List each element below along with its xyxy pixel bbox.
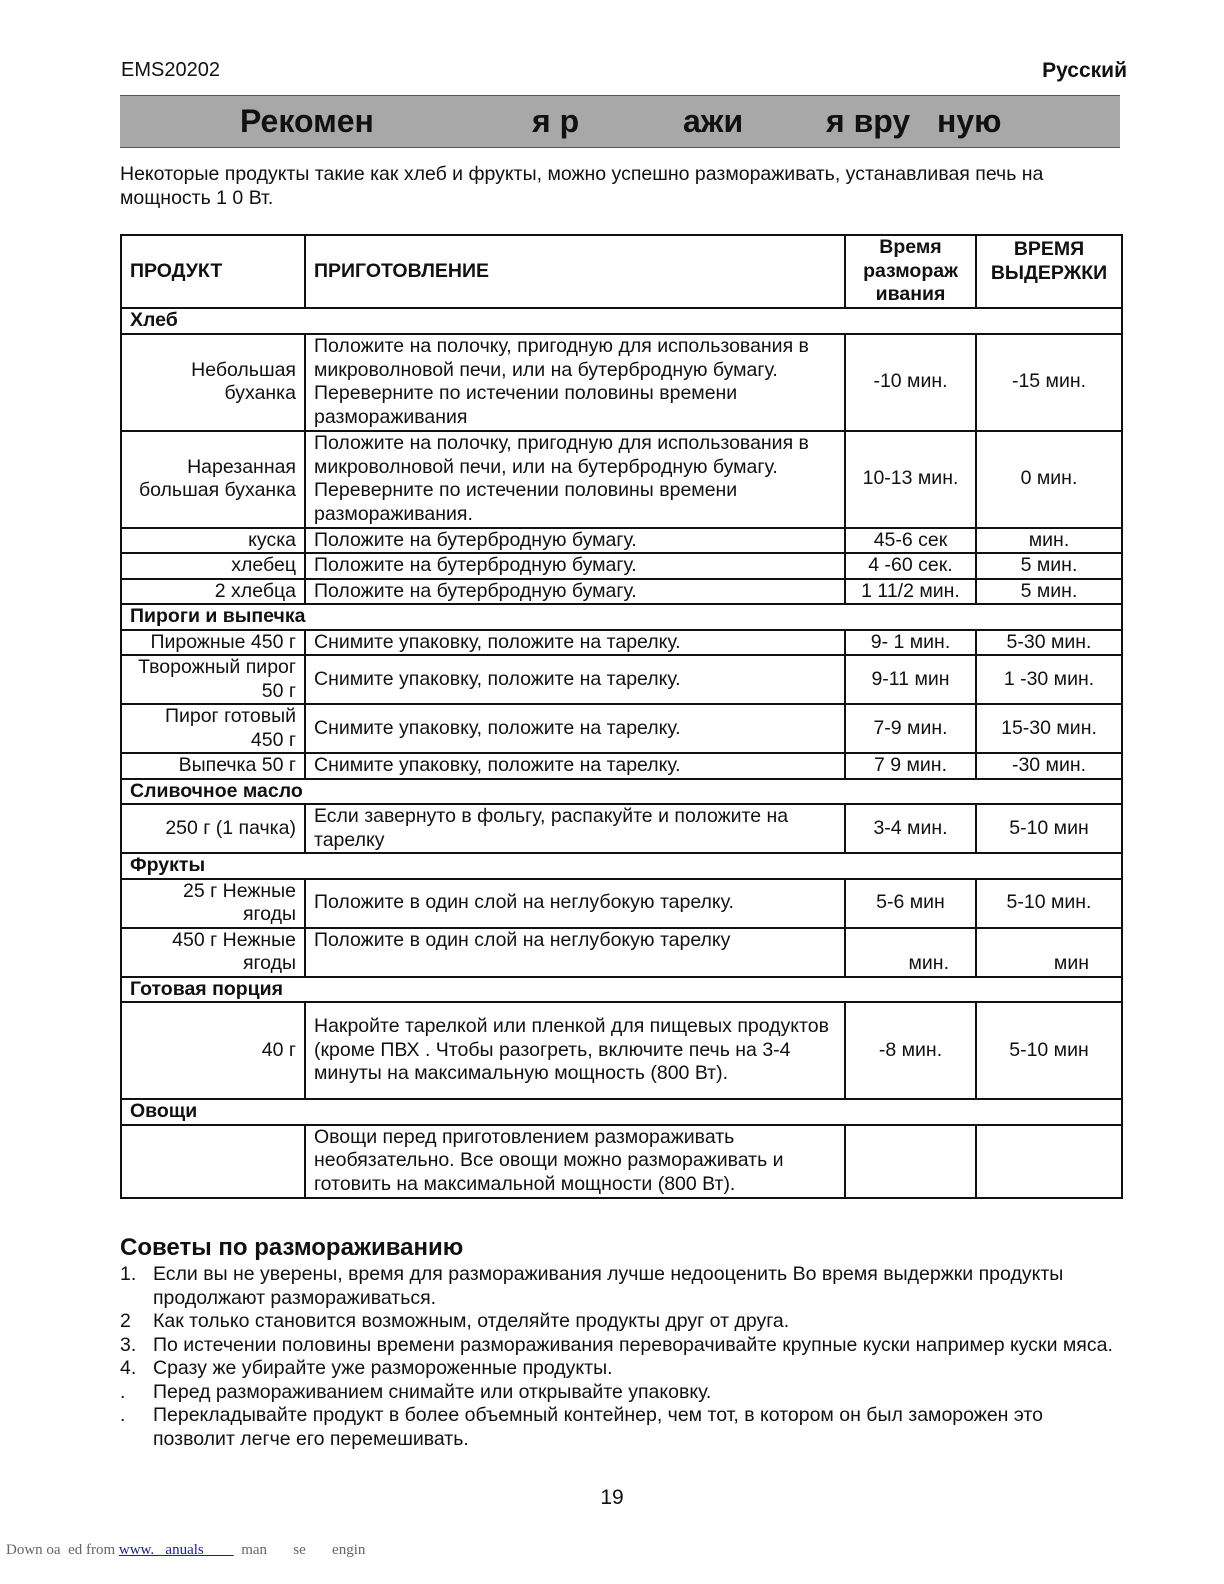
tip-number: 4. [120,1357,137,1379]
category-row [121,604,1122,630]
title-part: ную [937,103,1002,139]
category-row [121,977,1122,1003]
tip-text: Если вы не уверены, время для размораживания лучше недооценить Во время выдержки продукты продолжают размораживаться. [153,1263,1064,1309]
standing-cell: 5-10 мин [976,804,1122,853]
standing-cell: мин [976,928,1122,977]
product-cell: Пирожные 450 г [121,630,305,656]
defrost-cell: 4 -60 сек. [845,553,976,579]
preparation-cell: Положите в один слой на неглубокую тарелку [305,928,845,977]
standing-cell: 5-30 мин. [976,630,1122,656]
preparation-cell: Положите в один слой на неглубокую тарелку. [305,879,845,928]
preparation-cell: Накройте тарелкой или пленкой для пищевых продуктов (кроме ПВХ . Чтобы разогреть, включите печь на 3-4 минуты на максимальную мощность (800 Вт). [305,1002,845,1099]
download-footer [6,1542,365,1559]
title-part: я вру [826,103,911,139]
defrost-cell: 9-11 мин [845,655,976,704]
defrost-cell: 7 9 мин. [845,753,976,779]
table-row [121,630,1122,656]
product-cell: хлебец [121,553,305,579]
standing-cell: -30 мин. [976,753,1122,779]
table-row [121,1002,1122,1099]
preparation-cell: Овощи перед приготовлением размораживать необязательно. Все овощи можно размораживать и готовить на максимальной мощности (800 Вт). [305,1125,845,1198]
preparation-cell: Снимите упаковку, положите на тарелку. [305,704,845,753]
product-cell: Выпечка 50 г [121,753,305,779]
tip-text: Как только становится возможным, отделяйте продукты друг от друга. [153,1310,790,1332]
category-pies: Пироги и выпечка [121,604,1122,630]
footer-suffix: man se engin [233,1542,366,1558]
title-part: ажи [683,103,744,139]
standing-cell: 0 мин. [976,431,1122,528]
preparation-cell: Если завернуто в фольгу, распакуйте и положите на тарелку [305,804,845,853]
defrost-cell: 10-13 мин. [845,431,976,528]
table-row [121,704,1122,753]
table-row [121,928,1122,977]
list-item [120,1334,1120,1358]
model-number: EMS20202 [121,59,220,81]
product-cell [121,1125,305,1198]
tip-text: По истечении половины времени размораживания переворачивайте крупные куски например куски мяса. [153,1333,1113,1356]
tip-text: Сразу же убирайте уже размороженные продукты. [153,1357,613,1379]
defrost-cell: 3-4 мин. [845,804,976,853]
product-cell: Творожный пирог 50 г [121,655,305,704]
table-row [121,528,1122,554]
standing-cell: 5 мин. [976,579,1122,605]
table-row [121,879,1122,928]
tips-heading: Советы по размораживанию [120,1234,464,1261]
list-item [120,1263,1120,1310]
defrost-cell: 1 11/2 мин. [845,579,976,605]
table-row [121,1125,1122,1198]
category-ready-portion: Готовая порция [121,977,1122,1003]
preparation-cell: Положите на бутербродную бумагу. [305,528,845,554]
product-cell: куска [121,528,305,554]
header-preparation: ПРИГОТОВЛЕНИЕ [305,235,845,308]
standing-cell [976,1125,1122,1198]
category-vegetables: Овощи [121,1099,1122,1125]
table-row [121,431,1122,528]
intro-text: Некоторые продукты такие как хлеб и фрукты, можно успешно размораживать, устанавливая печь на мощность 1 0 Вт. [120,163,1044,209]
defrost-table [120,234,1123,1199]
category-fruits: Фрукты [121,853,1122,879]
preparation-cell: Снимите упаковку, положите на тарелку. [305,753,845,779]
category-row [121,308,1122,334]
tip-number: 1. [120,1263,137,1285]
defrost-cell: 45-6 сек [845,528,976,554]
tip-number: 2 [120,1310,131,1332]
category-bread: Хлеб [121,308,1122,334]
standing-cell: 5-10 мин. [976,879,1122,928]
category-row [121,853,1122,879]
preparation-cell: Положите на полочку, пригодную для использования в микроволновой печи, или на бутербродную бумагу. Переверните по истечении половины времени размораживания [305,334,845,431]
tip-number: . [120,1404,126,1426]
standing-cell: мин. [976,528,1122,554]
category-butter: Сливочное масло [121,779,1122,805]
table-row [121,334,1122,431]
standing-cell: 5-10 мин [976,1002,1122,1099]
header-standing-time: ВРЕМЯ ВЫДЕРЖКИ [976,235,1122,308]
category-row [121,779,1122,805]
language-label: Русский [1042,59,1127,82]
defrost-cell: -10 мин. [845,334,976,431]
standing-cell: 5 мин. [976,553,1122,579]
list-item [120,1381,1120,1405]
product-cell: Небольшая буханка [121,334,305,431]
defrost-cell: -8 мин. [845,1002,976,1099]
header-defrost-time: Время размораж ивания [845,235,976,308]
preparation-cell: Положите на бутербродную бумагу. [305,553,845,579]
tip-number: 3. [120,1333,137,1356]
defrost-cell: 7-9 мин. [845,704,976,753]
product-cell: 25 г Нежные ягоды [121,879,305,928]
preparation-cell: Снимите упаковку, положите на тарелку. [305,630,845,656]
tips-list [120,1263,1120,1451]
title-part: Рекомен [240,103,374,139]
product-cell: 250 г (1 пачка) [121,804,305,853]
standing-cell: 1 -30 мин. [976,655,1122,704]
list-item [120,1310,1120,1334]
footer-link[interactable]: www. anuals [118,1542,234,1558]
header-product: ПРОДУКТ [121,235,305,308]
preparation-cell: Положите на полочку, пригодную для использования в микроволновой печи, или на бутербродную бумагу. Переверните по истечении половины времени размораживания. [305,431,845,528]
defrost-cell: 5-6 мин [845,879,976,928]
product-cell: 2 хлебца [121,579,305,605]
product-cell: 450 г Нежные ягоды [121,928,305,977]
tip-text: Перекладывайте продукт в более объемный контейнер, чем тот, в котором он был заморожен это позволит легче его перемешивать. [153,1404,1043,1450]
preparation-cell: Снимите упаковку, положите на тарелку. [305,655,845,704]
tip-number: . [120,1380,126,1403]
standing-cell: -15 мин. [976,334,1122,431]
table-row [121,655,1122,704]
list-item [120,1357,1120,1381]
table-row [121,804,1122,853]
table-row [121,553,1122,579]
product-cell: 40 г [121,1002,305,1099]
tip-text: Перед размораживанием снимайте или открывайте упаковку. [153,1380,712,1403]
defrost-cell [845,1125,976,1198]
category-row [121,1099,1122,1125]
table-row [121,579,1122,605]
title-part: я р [532,103,580,139]
table-header-row [121,235,1122,308]
page-number: 19 [600,1486,624,1509]
footer-prefix: Down oa ed from [6,1542,119,1558]
defrost-cell: 9- 1 мин. [845,630,976,656]
defrost-cell: мин. [845,928,976,977]
list-item [120,1404,1120,1451]
preparation-cell: Положите на бутербродную бумагу. [305,579,845,605]
standing-cell: 15-30 мин. [976,704,1122,753]
page-title [120,95,1120,148]
product-cell: Пирог готовый 450 г [121,704,305,753]
table-row [121,753,1122,779]
product-cell: Нарезанная большая буханка [121,431,305,528]
